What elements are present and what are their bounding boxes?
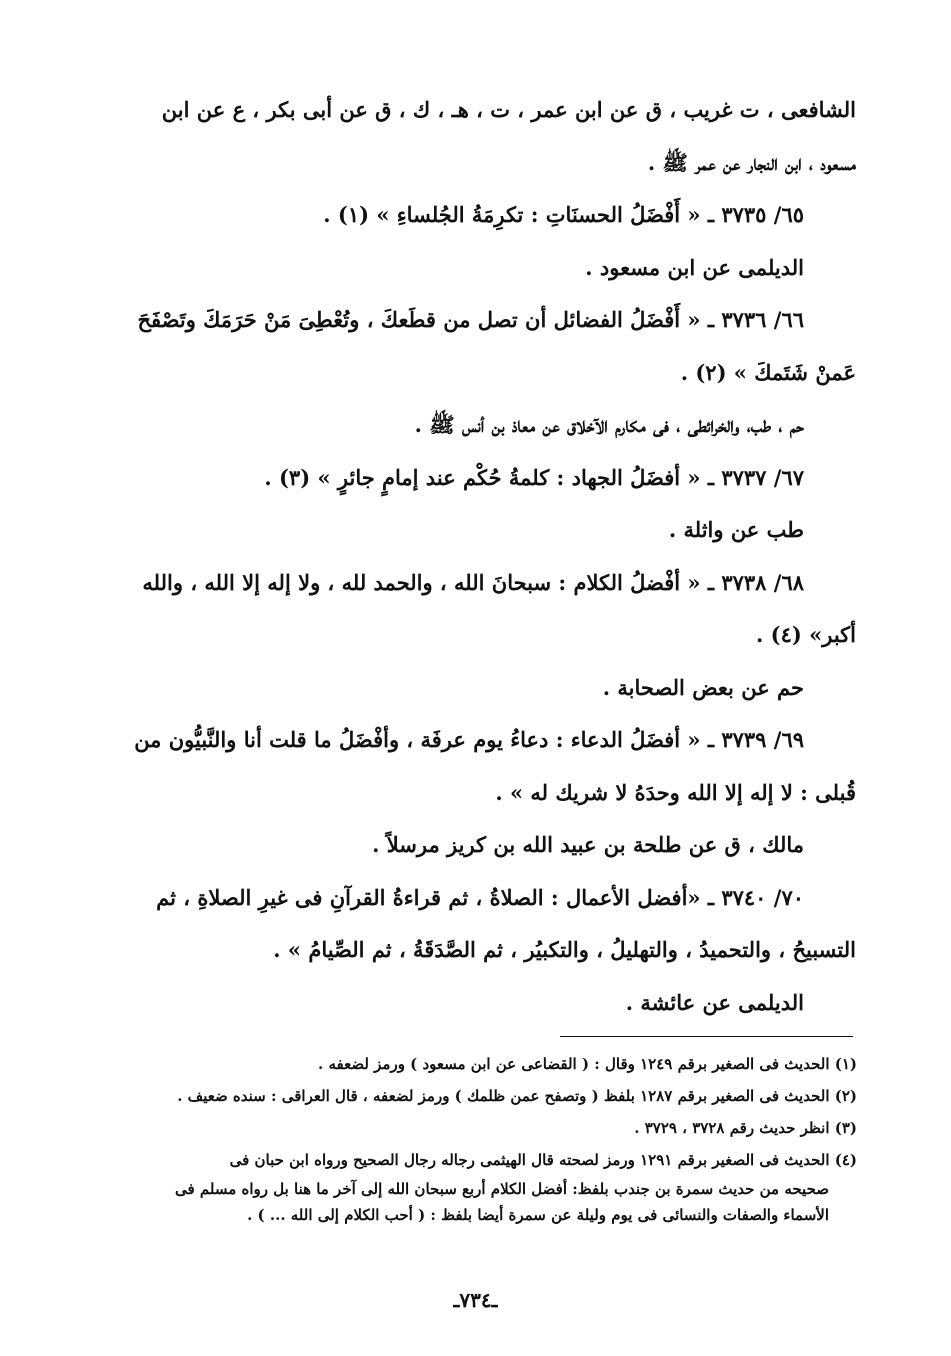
source-line: الديلمى عن عائشة .: [625, 989, 804, 1015]
text-line: أكبر» (٤) .: [756, 622, 856, 647]
text-line: قُبلى : لا إله إلا الله وحدَهُ لا شريك له » .: [495, 779, 856, 805]
page-number: ـ٧٣٤ـ: [453, 1288, 498, 1312]
hadith-entry-69: ٦٩/ ٣٧٣٩ ـ « أفضَلُ الدعاء : دعاءُ يوم عرفَة ، وأفْضَلُ ما قلت أنا والنَّبيُّون من: [134, 727, 804, 752]
hadith-entry-67: ٦٧/ ٣٧٣٧ ـ « أفضَلُ الجهاد : كلمةُ حُكْم عند إمامٍ جائرٍ » (٣) .: [264, 464, 804, 490]
text-line: التسبيحُ ، والتحميدُ ، والتهليلُ ، والتكبيُر ، ثم الصَّدَقَةُ ، ثم الصِّيامُ » .: [273, 937, 856, 962]
source-line: حم عن بعض الصحابة .: [602, 674, 804, 700]
footnotes-block: [92, 1048, 857, 1228]
source-line: الديلمى عن ابن مسعود .: [585, 254, 804, 280]
hadith-entry-68: ٦٨/ ٣٧٣٨ ـ « أفْضلُ الكلام : سبحانَ الله ، والحمد لله ، ولا إله إلا الله ، والله: [142, 569, 804, 595]
footnote-2: (٢) الحديث فى الصغير برقم ١٢٨٧ بلفظ ( وتصفح عمن ظلمك ) ورمز لضعفه ، قال العراقى : سنده ضعيف .: [177, 1087, 857, 1105]
source-line: حم ، طب، والخرائطى ، فى مكارم الآخلاق عن معاذ بن أنس ﷺ .: [414, 412, 804, 437]
text-line: الشافعى ، ت غريب ، ق عن ابن عمر ، ت ، هـ ، ك ، ق عن أبى بكر ، ع عن ابن: [161, 97, 856, 122]
text-line: مسعود ، ابن النجار عن عمر ﷺ .: [647, 149, 856, 175]
source-line: طب عن واثلة .: [668, 517, 804, 542]
footnote-3: (٣) انظر حديث رقم ٣٧٢٨ ، ٣٧٢٩ .: [634, 1119, 857, 1137]
hadith-entry-70: ٧٠/ ٣٧٤٠ ـ «أفضل الأعمال : الصلاةُ ، ثم قراءةُ القرآنِ فى غيرِ الصلاةِ ، ثم: [156, 884, 804, 910]
footnote-4-continued: الأسماء والصفات والنسائى فى يوم وليلة عن سمرة أيضا بلفظ : ( أحب الكلام إلى الله ... ) .: [247, 1206, 829, 1224]
source-line: مالك ، ق عن طلحة بن عبيد الله بن كريز مرسلاً .: [372, 832, 804, 857]
hadith-entry-66: ٦٦/ ٣٧٣٦ ـ « أَفْضَلُ الفضائل أن تصل من قطَعكَ ، وتُعْطِىَ مَنْ حَرَمَكَ وتَصْفَحَ: [137, 307, 804, 332]
footnote-4: (٤) الحديث فى الصغير برقم ١٢٩١ ورمز لصحته قال الهيثمى رجاله رجال الصحيح ورواه ابن حبان فى: [229, 1151, 857, 1169]
footnote-1: (١) الحديث فى الصغير برقم ١٢٤٩ وقال : ( القضاعى عن ابن مسعود ) ورمز لضعفه .: [318, 1055, 857, 1073]
footnote-4-continued: صحيحه من حديث سمرة بن جندب بلفظ: أفضل الكلام أربع سبحان الله إلى آخر ما هنا بل رواه مسلم فى: [175, 1180, 829, 1198]
hadith-entry-65: ٦٥/ ٣٧٣٥ ـ « أَفْضَلُ الحسنَاتِ : تكرِمَةُ الجُلساءِ » (١) .: [323, 202, 804, 227]
footnote-divider: [560, 1036, 853, 1037]
main-text-block: [85, 84, 856, 1029]
text-line: عَمنْ شَتَمكَ » (٢) .: [680, 359, 856, 385]
